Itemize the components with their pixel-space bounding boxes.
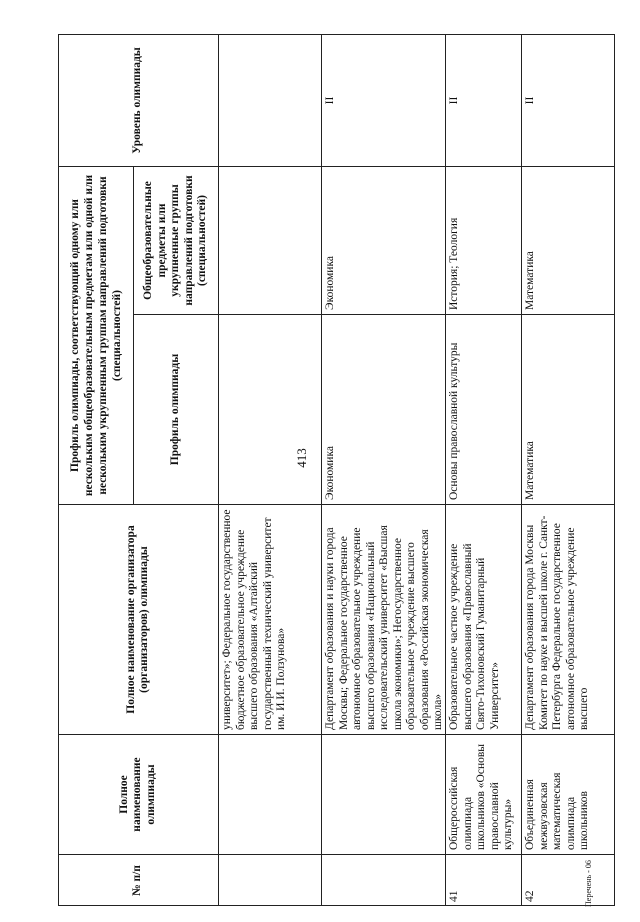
row-1-subjects: Экономика [322,166,446,314]
row-1-name [322,734,446,854]
row-2-profile: Основы православной культуры [446,314,522,504]
row-0-organizer: университет»; Федеральное государственное бюджетное образовательное учреждение высшего образования «Алтайский государственный технический университет им. И.И. Ползунова» [219,504,322,734]
row-3-name: Объединенная межвузовская математическая олимпиада школьников [522,734,615,854]
header-name: Полное наименование олимпиады [58,734,219,854]
header-subjects: Общеобразовательные предметы или укрупненные группы направлений подготовки (специальностей) [134,166,219,314]
row-3-organizer: Департамент образования города Москвы Комитет по науке и высшей школе г. Санкт-Петербурга Федеральное государственное автономное образовательное учреждение высшего [522,504,615,734]
header-profile: Профиль олимпиады [134,314,219,504]
header-level: Уровень олимпиады [58,34,219,166]
row-2-num: 41 [446,854,522,906]
row-2-subjects: История; Теология [446,166,522,314]
row-2-organizer: Образовательное частное учреждение высшего образования «Православный Свято-Тихоновский Гуманитарный Университет» [446,504,522,734]
row-1-profile: Экономика [322,314,446,504]
olympiad-table [58,34,615,906]
row-2-level: II [446,34,522,166]
row-1-level: II [322,34,446,166]
footer-note: Перечень - 06 [584,860,593,907]
rotated-table-wrapper [58,34,615,906]
row-3-num: 42 [522,854,615,906]
row-0-level [219,34,322,166]
header-profile-group: Профиль олимпиады, соответствующий одному или нескольким общеобразовательным предметам или одной или нескольким укрупненным группам направлений подготовки (специальностей) [58,166,134,504]
row-0-subjects [219,166,322,314]
row-0-profile [219,314,322,504]
row-2-name: Общероссийская олимпиада школьников «Основы православной культуры» [446,734,522,854]
row-0-name [219,734,322,854]
row-3-subjects: Математика [522,166,615,314]
row-3-profile: Математика [522,314,615,504]
page-number: 413 [294,448,309,468]
row-1-organizer: Департамент образования и науки города Москвы; Федеральное государственное автономное образовательное учреждение высшего образования «Национальный исследовательский университет «Высшая школа экономики»; Негосударственное образовательное учреждение высшего образования «Российская экономическая школа» [322,504,446,734]
header-num: № п/п [58,854,219,906]
row-3-level: II [522,34,615,166]
row-0-num [219,854,322,906]
row-1-num [322,854,446,906]
header-organizer: Полное наименование организатора (организаторов) олимпиады [58,504,219,734]
